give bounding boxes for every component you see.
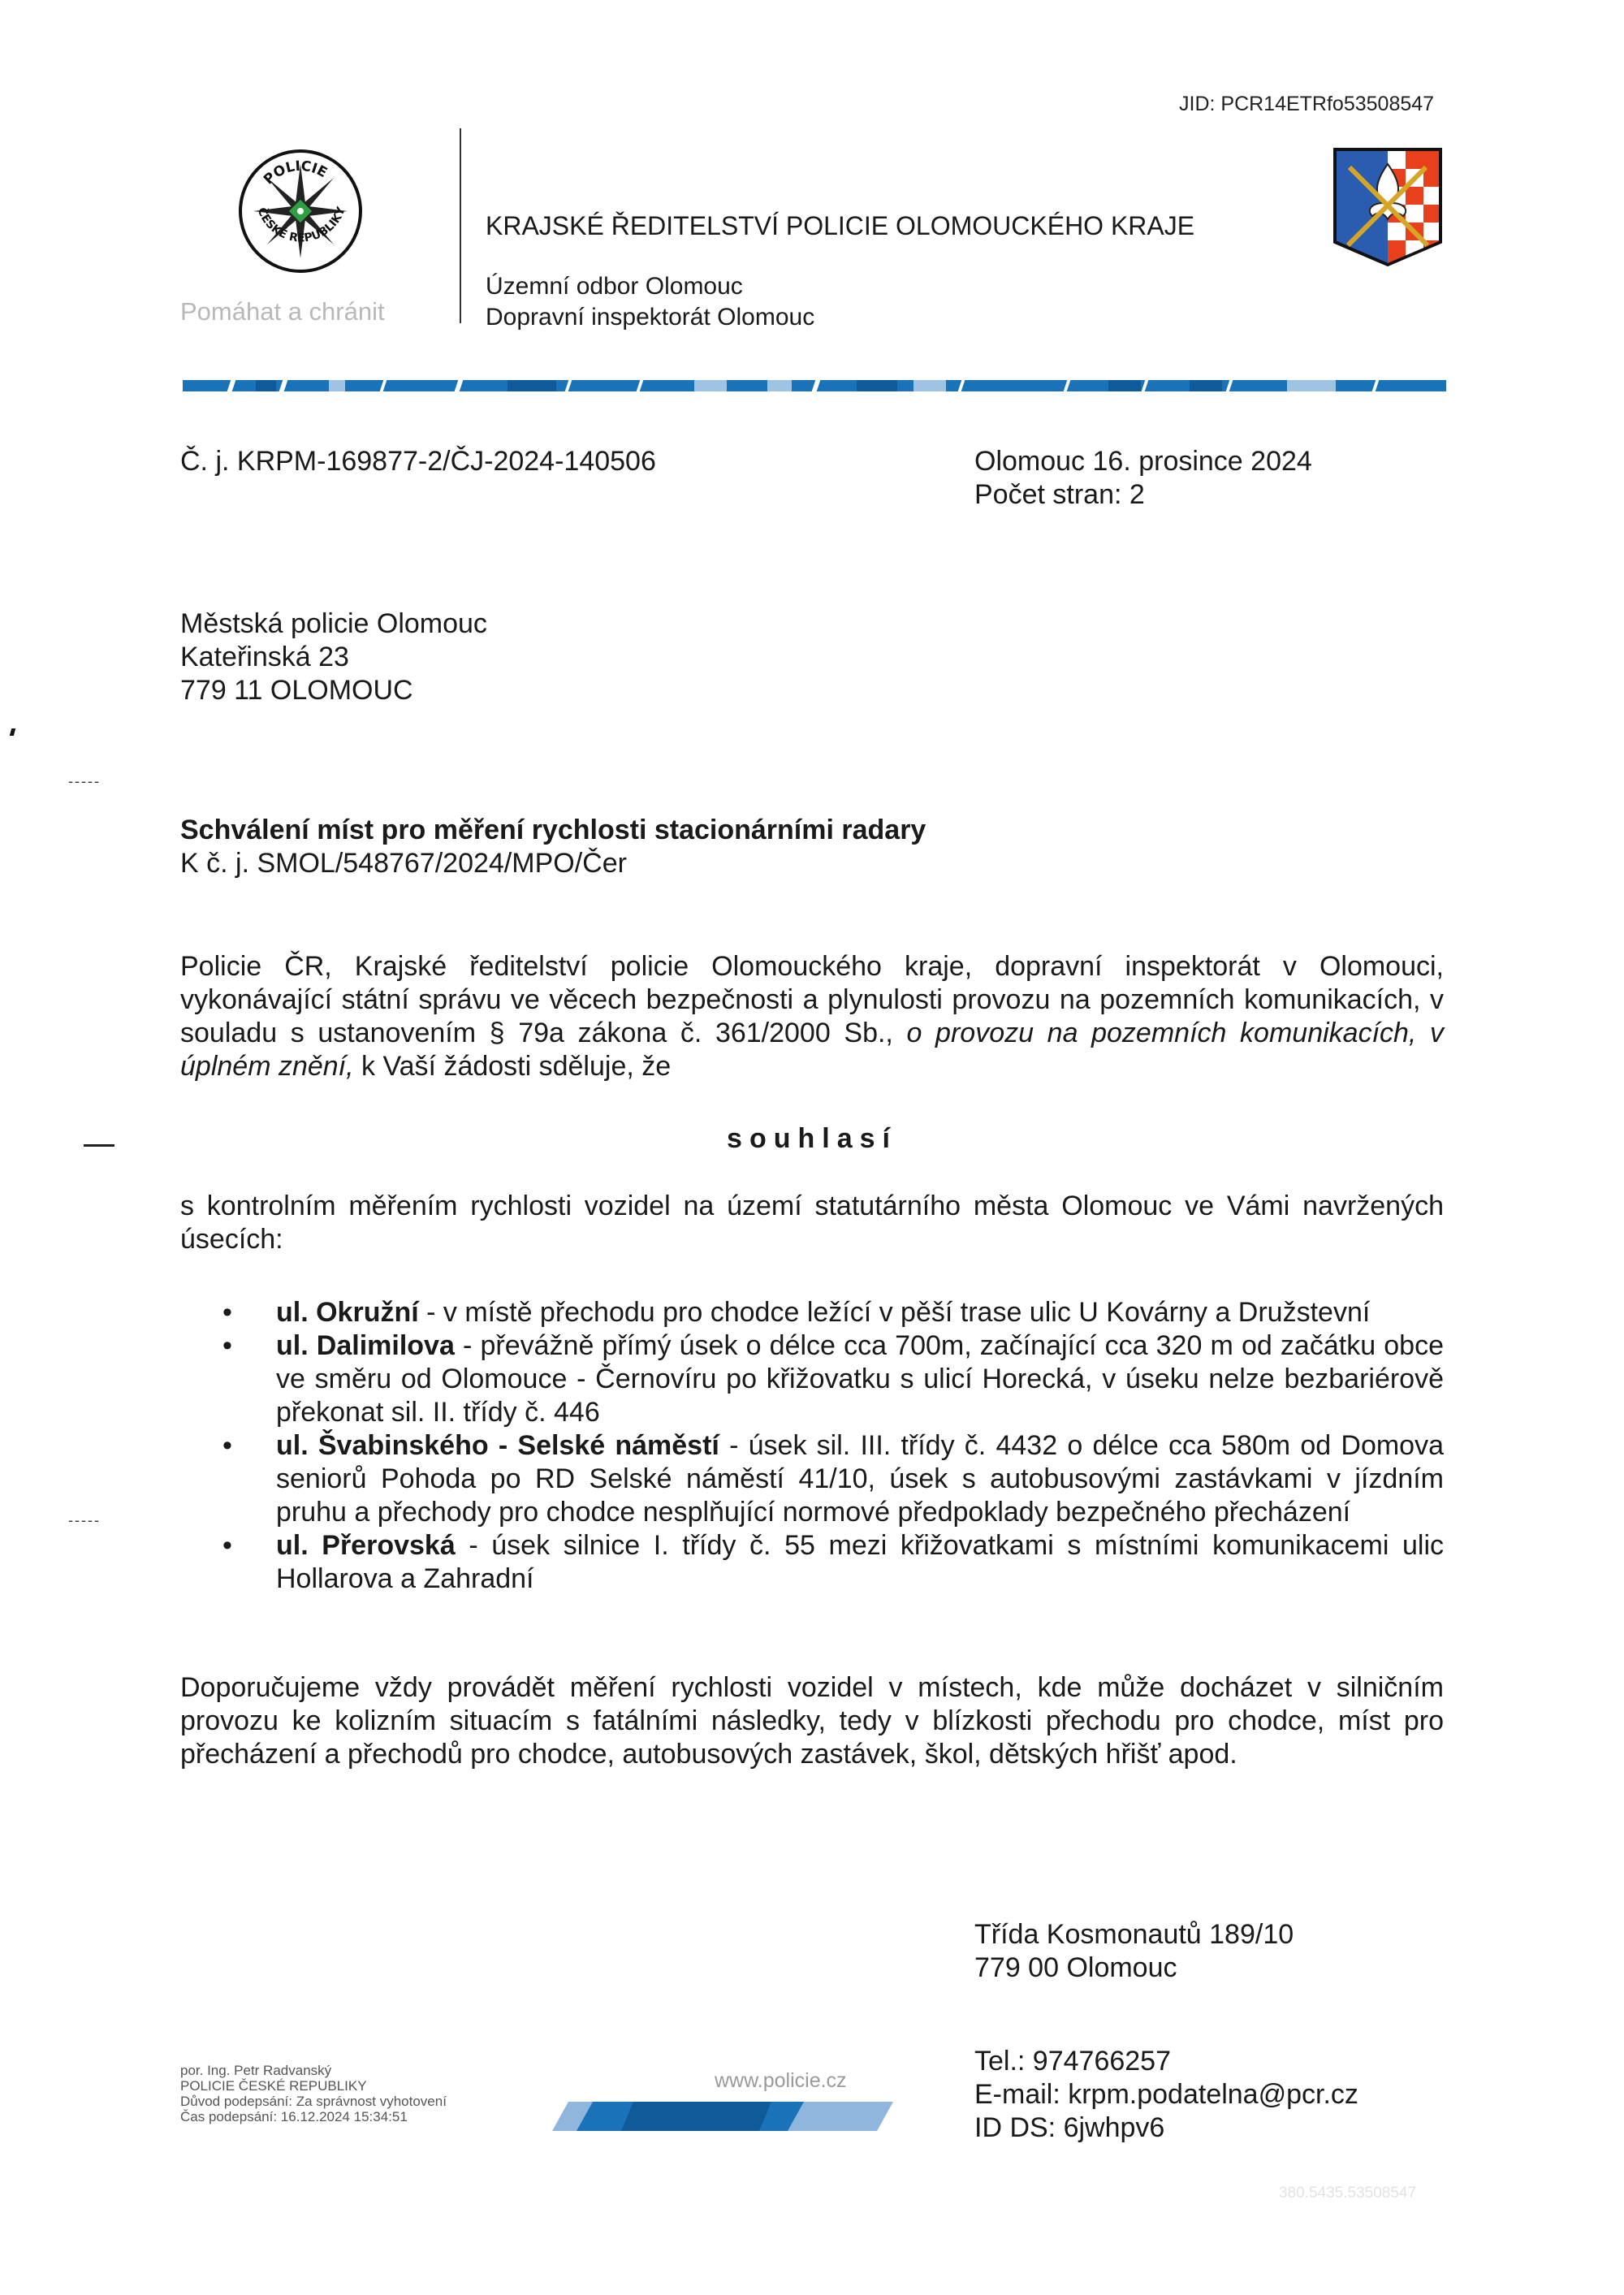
subject-reference: K č. j. SMOL/548767/2024/MPO/Čer [180, 848, 627, 879]
list-item [180, 1329, 1444, 1429]
sender-city: 779 00 Olomouc [974, 1952, 1177, 1983]
list-item [180, 1429, 1444, 1529]
approved-sections-list [180, 1296, 1444, 1596]
website-link[interactable]: www.policie.cz [715, 2069, 847, 2092]
item-description: - převážně přímý úsek o délce cca 700m, začínající cca 320 m od začátku obce ve směru od Olomouce - Černovíru po křižovatku s ulicí Horecká, v úseku nelze bezbariérově překonat sil. II. třídy č. 446 [276, 1330, 1444, 1428]
list-item [180, 1296, 1444, 1329]
item-street: ul. Okružní [276, 1297, 419, 1328]
reference-number: Č. j. KRPM-169877-2/ČJ-2024-140506 [180, 446, 656, 477]
decision-heading: souhlasí [727, 1123, 897, 1154]
sender-address [974, 1918, 1294, 1985]
intro-end: k Vaší žádosti sděluje, že [353, 1051, 672, 1082]
margin-speck [10, 728, 15, 736]
motto: Pomáhat a chránit [180, 297, 385, 326]
margin-dash-mark: ----- [68, 773, 101, 789]
item-description: - úsek silnice I. třídy č. 55 mezi křižovatkami s místními komunikacemi ulic Hollarova a Zahradní [276, 1530, 1444, 1594]
bullet-icon: • [222, 1330, 232, 1361]
list-item [180, 1529, 1444, 1596]
email-link[interactable]: E-mail: krpm.podatelna@pcr.cz [974, 2079, 1358, 2110]
signing-time: Čas podepsání: 16.12.2024 15:34:51 [180, 2109, 408, 2124]
intro-text: Policie ČR, Krajské ředitelství policie Olomouckého kraje, dopravní inspektorát v Olomouci, vykonávající státní správu ve věcech bezpečnosti a plynulosti provozu na pozemních komunikacích, v souladu s ustanovením § 79a zákona č. 361/2000 Sb., [180, 951, 1444, 1048]
item-street: ul. Dalimilova [276, 1330, 455, 1361]
recipient-city: 779 11 OLOMOUC [180, 675, 413, 706]
subject-block [180, 814, 926, 880]
header-divider [460, 128, 461, 323]
signer-name: por. Ing. Petr Radvanský [180, 2063, 332, 2078]
organization-title: KRAJSKÉ ŘEDITELSTVÍ POLICIE OLOMOUCKÉHO KRAJE [486, 211, 1195, 240]
recipient-address [180, 607, 487, 707]
police-star-logo-icon [235, 146, 365, 276]
item-street: ul. Přerovská [276, 1530, 456, 1561]
law-title: o provozu na pozemních komunikacích, v úplném znění, [180, 1018, 1445, 1082]
svg-text:POLICIE: POLICIE [260, 158, 330, 188]
subject-title: Schválení míst pro měření rychlosti stacionárními radary [180, 815, 926, 845]
document-id: 380.5435.53508547 [1279, 2185, 1417, 2202]
header-stripe-decoration [183, 378, 1446, 393]
bullet-icon: • [222, 1430, 232, 1461]
date-block [974, 445, 1312, 512]
organization-department: Dopravní inspektorát Olomouc [486, 304, 815, 331]
date-line: Olomouc 16. prosince 2024 [974, 446, 1312, 477]
lead-paragraph: s kontrolním měřením rychlosti vozidel na území statutárního města Olomouc ve Vámi navržených úsecích: [180, 1191, 1444, 1255]
intro-paragraph [180, 950, 1444, 1083]
recipient-name: Městská policie Olomouc [180, 608, 487, 639]
item-description: - úsek sil. III. třídy č. 4432 o délce cca 580m od Domova seniorů Pohoda po RD Selské náměstí 41/10, úsek s autobusovými zastávkami v jízdním pruhu a přechody pro chodce nesplňující normové předpoklady bezpečného přecházení [276, 1430, 1444, 1528]
organization-unit: Územní odbor Olomouc [486, 273, 743, 300]
bullet-icon: • [222, 1530, 232, 1561]
data-box-id: ID DS: 6jwhpv6 [974, 2112, 1165, 2143]
jid-label: JID: PCR14ETRfo53508547 [1179, 93, 1435, 115]
signing-reason: Důvod podepsání: Za správnost vyhotovení [180, 2094, 447, 2109]
signer-organization: POLICIE ČESKÉ REPUBLIKY [180, 2078, 367, 2094]
recipient-street: Kateřinská 23 [180, 642, 349, 672]
item-description: - v místě přechodu pro chodce ležící v pěší trase ulic U Kovárny a Družstevní [418, 1297, 1371, 1328]
electronic-signature [180, 2063, 447, 2124]
phone: Tel.: 974766257 [974, 2046, 1171, 2077]
bullet-icon: • [222, 1297, 232, 1328]
pages-count: Počet stran: 2 [974, 479, 1145, 510]
item-street: ul. Švabinského - Selské náměstí [276, 1430, 719, 1461]
contact-block [974, 2045, 1358, 2145]
svg-text:ČESKÉ REPUBLIKY: ČESKÉ REPUBLIKY [254, 205, 348, 245]
margin-dash-mark: ----- [68, 1512, 101, 1528]
olomouc-region-crest-icon [1332, 146, 1444, 268]
footer-stripe-decoration [552, 2102, 893, 2131]
recommendation-paragraph: Doporučujeme vždy provádět měření rychlosti vozidel v místech, kde může docházet v silničním provozu ke kolizním situacím s fatálními následky, tedy v blízkosti přechodu pro chodce, míst pro přecházení a přechodů pro chodce, autobusových zastávek, škol, dětských hřišť apod. [180, 1672, 1444, 1770]
sender-street: Třída Kosmonautů 189/10 [974, 1919, 1294, 1950]
